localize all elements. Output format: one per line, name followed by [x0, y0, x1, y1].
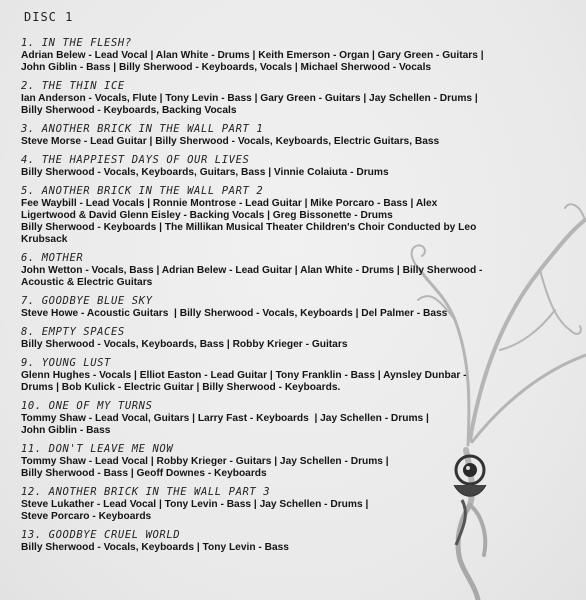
track-entry — [21, 123, 566, 148]
track-title: 11. DON'T LEAVE ME NOW — [21, 443, 174, 455]
track-entry — [21, 154, 566, 179]
track-entry — [21, 185, 566, 246]
track-title: 2. THE THIN ICE — [21, 80, 125, 92]
track-entry — [21, 80, 566, 117]
track-credits: Fee Waybill - Lead Vocals | Ronnie Montrose - Lead Guitar | Mike Porcaro - Bass | Alex Ligertwood & David Glenn Eisley - Backing Vocals | Greg Bissonette - Drums Billy Sherwood - Keyboards | The Millikan Musical Theater Children's Choir Conducted by Leo Krubsack — [21, 198, 477, 245]
track-credits: Billy Sherwood - Vocals, Keyboards | Tony Levin - Bass — [21, 542, 289, 553]
track-title: 8. EMPTY SPACES — [21, 326, 125, 338]
track-credits: Steve Lukather - Lead Vocal | Tony Levin - Bass | Jay Schellen - Drums | Steve Porcaro - Keyboards — [21, 499, 369, 522]
track-credits: Tommy Shaw - Lead Vocal, Guitars | Larry Fast - Keyboards | Jay Schellen - Drums | John Giblin - Bass — [21, 413, 429, 436]
track-entry — [21, 486, 566, 523]
track-title: 4. THE HAPPIEST DAYS OF OUR LIVES — [21, 154, 250, 166]
disc-label: DISC 1 — [24, 10, 74, 24]
track-credits: John Wetton - Vocals, Bass | Adrian Belew - Lead Guitar | Alan White - Drums | Billy Sherwood - Acoustic & Electric Guitars — [21, 265, 483, 288]
track-credits: Steve Morse - Lead Guitar | Billy Sherwood - Vocals, Keyboards, Electric Guitars, Bass — [21, 136, 440, 147]
track-title: 13. GOODBYE CRUEL WORLD — [21, 529, 181, 541]
track-entry — [21, 443, 566, 480]
track-credits: Glenn Hughes - Vocals | Elliot Easton - Lead Guitar | Tony Franklin - Bass | Aynsley Dunbar - Drums | Bob Kulick - Electric Guitar | Billy Sherwood - Keyboards. — [21, 370, 467, 393]
track-list — [21, 37, 566, 554]
track-credits: Adrian Belew - Lead Vocal | Alan White - Drums | Keith Emerson - Organ | Gary Green - Guitars | John Giblin - Bass | Billy Sherwood - Keyboards, Vocals | Michael Sherwood - Vocals — [21, 50, 484, 73]
track-entry — [21, 295, 566, 320]
track-credits: Billy Sherwood - Vocals, Keyboards, Guitars, Bass | Vinnie Colaiuta - Drums — [21, 167, 389, 178]
track-title: 3. ANOTHER BRICK IN THE WALL PART 1 — [21, 123, 264, 135]
track-title: 1. IN THE FLESH? — [21, 37, 132, 49]
track-title: 9. YOUNG LUST — [21, 357, 111, 369]
track-title: 10. ONE OF MY TURNS — [21, 400, 153, 412]
track-entry — [21, 326, 566, 351]
track-entry — [21, 529, 566, 554]
track-entry — [21, 357, 566, 394]
track-title: 7. GOODBYE BLUE SKY — [21, 295, 153, 307]
track-entry — [21, 37, 566, 74]
track-entry — [21, 252, 566, 289]
track-title: 6. MOTHER — [21, 252, 84, 264]
track-title: 12. ANOTHER BRICK IN THE WALL PART 3 — [21, 486, 271, 498]
credits-list — [21, 10, 566, 560]
track-credits: Billy Sherwood - Vocals, Keyboards, Bass | Robby Krieger - Guitars — [21, 339, 348, 350]
track-credits: Ian Anderson - Vocals, Flute | Tony Levin - Bass | Gary Green - Guitars | Jay Schellen - Drums | Billy Sherwood - Keyboards, Backing Vocals — [21, 93, 478, 116]
track-title: 5. ANOTHER BRICK IN THE WALL PART 2 — [21, 185, 264, 197]
track-credits: Steve Howe - Acoustic Guitars | Billy Sherwood - Vocals, Keyboards | Del Palmer - Bass — [21, 308, 448, 319]
track-entry — [21, 400, 566, 437]
track-credits: Tommy Shaw - Lead Vocal | Robby Krieger - Guitars | Jay Schellen - Drums | Billy Sherwood - Bass | Geoff Downes - Keyboards — [21, 456, 389, 479]
